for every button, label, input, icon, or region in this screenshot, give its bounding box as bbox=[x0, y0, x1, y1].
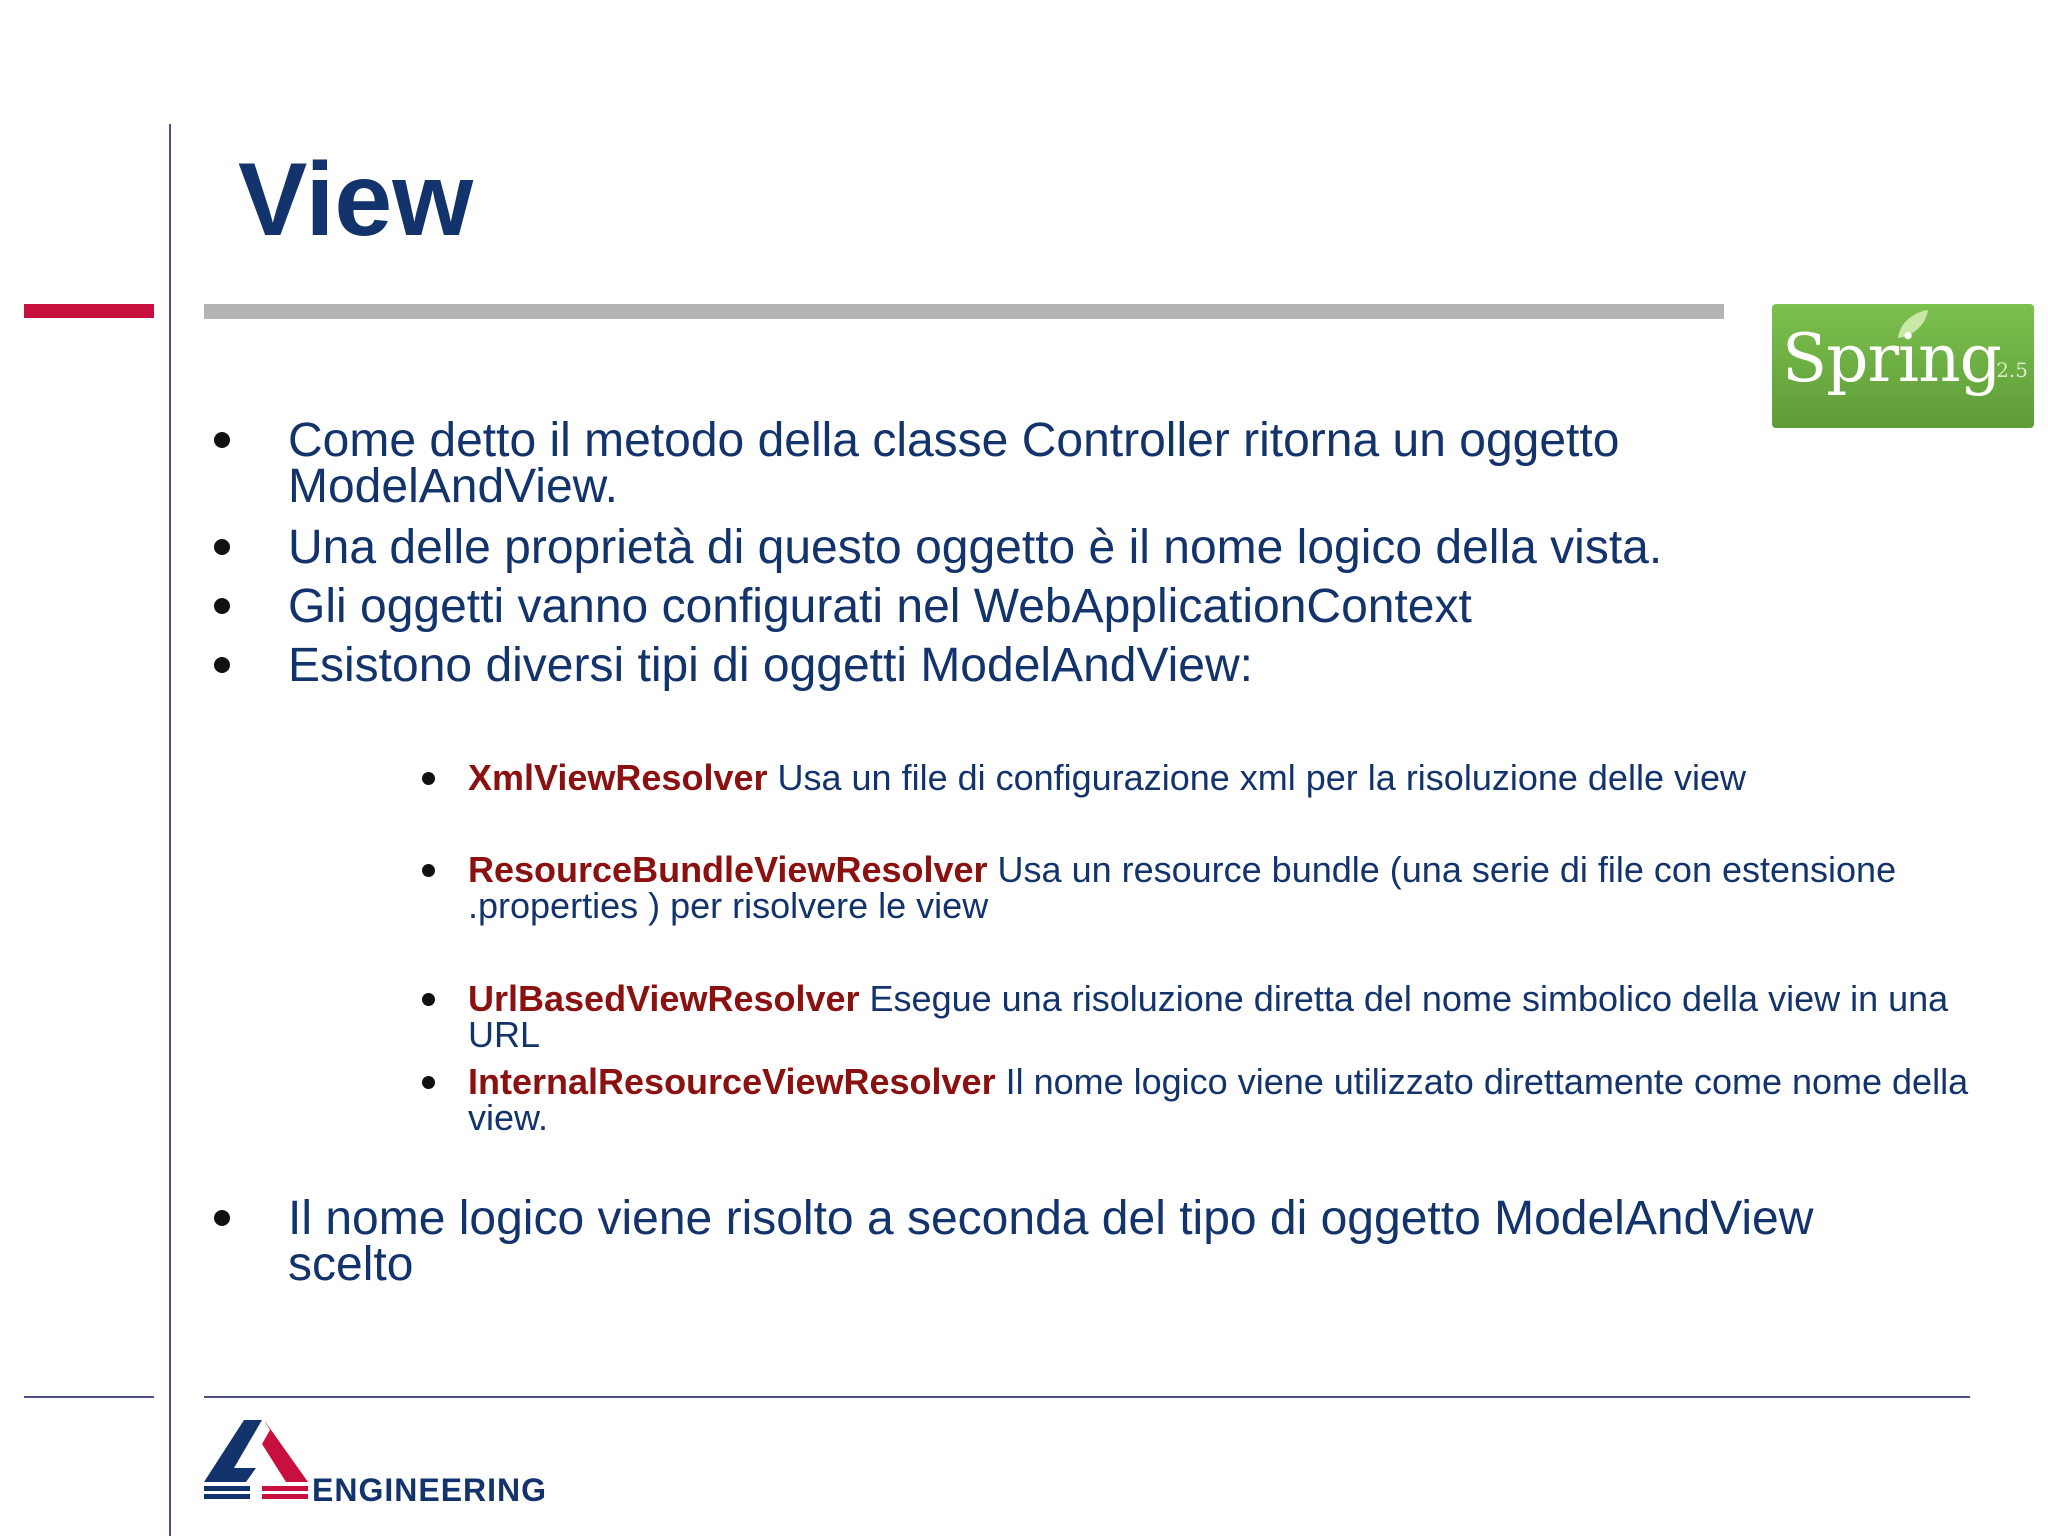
spring-logo bbox=[1772, 304, 2034, 428]
resolver-description: Il nome logico viene utilizzato direttamente come nome della view. bbox=[468, 1061, 1969, 1138]
list-item bbox=[214, 414, 1834, 513]
left-vertical-rule bbox=[169, 124, 171, 1536]
resolver-name: XmlViewResolver bbox=[468, 757, 768, 798]
bullet-icon bbox=[214, 598, 230, 614]
bullet-icon bbox=[214, 657, 230, 673]
resolver-item bbox=[420, 757, 2020, 798]
engineering-logo-word: ENGINEERING bbox=[312, 1472, 548, 1508]
list-item bbox=[214, 580, 1834, 633]
list-item bbox=[214, 639, 1834, 692]
resolver-item bbox=[420, 978, 2020, 1055]
bullet-icon bbox=[422, 1076, 435, 1089]
bullet-text: Esistono diversi tipi di oggetti ModelAndView: bbox=[288, 639, 1253, 692]
resolver-description: Esegue una risoluzione diretta del nome simbolico della view in una URL bbox=[468, 978, 1949, 1055]
bullet-text: Come detto il metodo della classe Controller ritorna un oggetto ModelAndView. bbox=[288, 414, 1620, 513]
bullet-icon bbox=[422, 772, 435, 785]
resolver-description: Usa un resource bundle (una serie di file con estensione .properties ) per risolvere le view bbox=[468, 849, 1897, 926]
resolver-description: Usa un file di configurazione xml per la risoluzione delle view bbox=[767, 757, 1746, 798]
bullet-text: Il nome logico viene risolto a seconda del tipo di oggetto ModelAndView scelto bbox=[288, 1192, 1814, 1291]
accent-red-bar bbox=[24, 304, 154, 318]
resolver-name: UrlBasedViewResolver bbox=[468, 978, 860, 1019]
bullet-icon bbox=[422, 993, 435, 1006]
resolver-item bbox=[420, 849, 2020, 926]
bullet-icon bbox=[422, 864, 435, 877]
footer-rule-left bbox=[24, 1396, 154, 1398]
bullet-text: Una delle proprietà di questo oggetto è il nome logico della vista. bbox=[288, 521, 1663, 574]
bullet-icon bbox=[214, 432, 230, 448]
spring-logo-word: Spring bbox=[1782, 320, 2001, 397]
bullet-icon bbox=[214, 539, 230, 555]
footer-rule-right bbox=[204, 1396, 1970, 1398]
list-item bbox=[214, 521, 1834, 574]
bullet-icon bbox=[214, 1210, 230, 1226]
bullet-text: Gli oggetti vanno configurati nel WebApplicationContext bbox=[288, 580, 1472, 633]
list-item bbox=[214, 1192, 1834, 1291]
engineering-mark-icon bbox=[204, 1420, 308, 1499]
slide-title: View bbox=[238, 142, 474, 258]
title-divider bbox=[204, 304, 1724, 319]
resolver-item bbox=[420, 1061, 2020, 1138]
spring-logo-version: 2.5 bbox=[1996, 358, 2028, 382]
resolver-name: ResourceBundleViewResolver bbox=[468, 849, 988, 890]
resolver-name: InternalResourceViewResolver bbox=[468, 1061, 996, 1102]
